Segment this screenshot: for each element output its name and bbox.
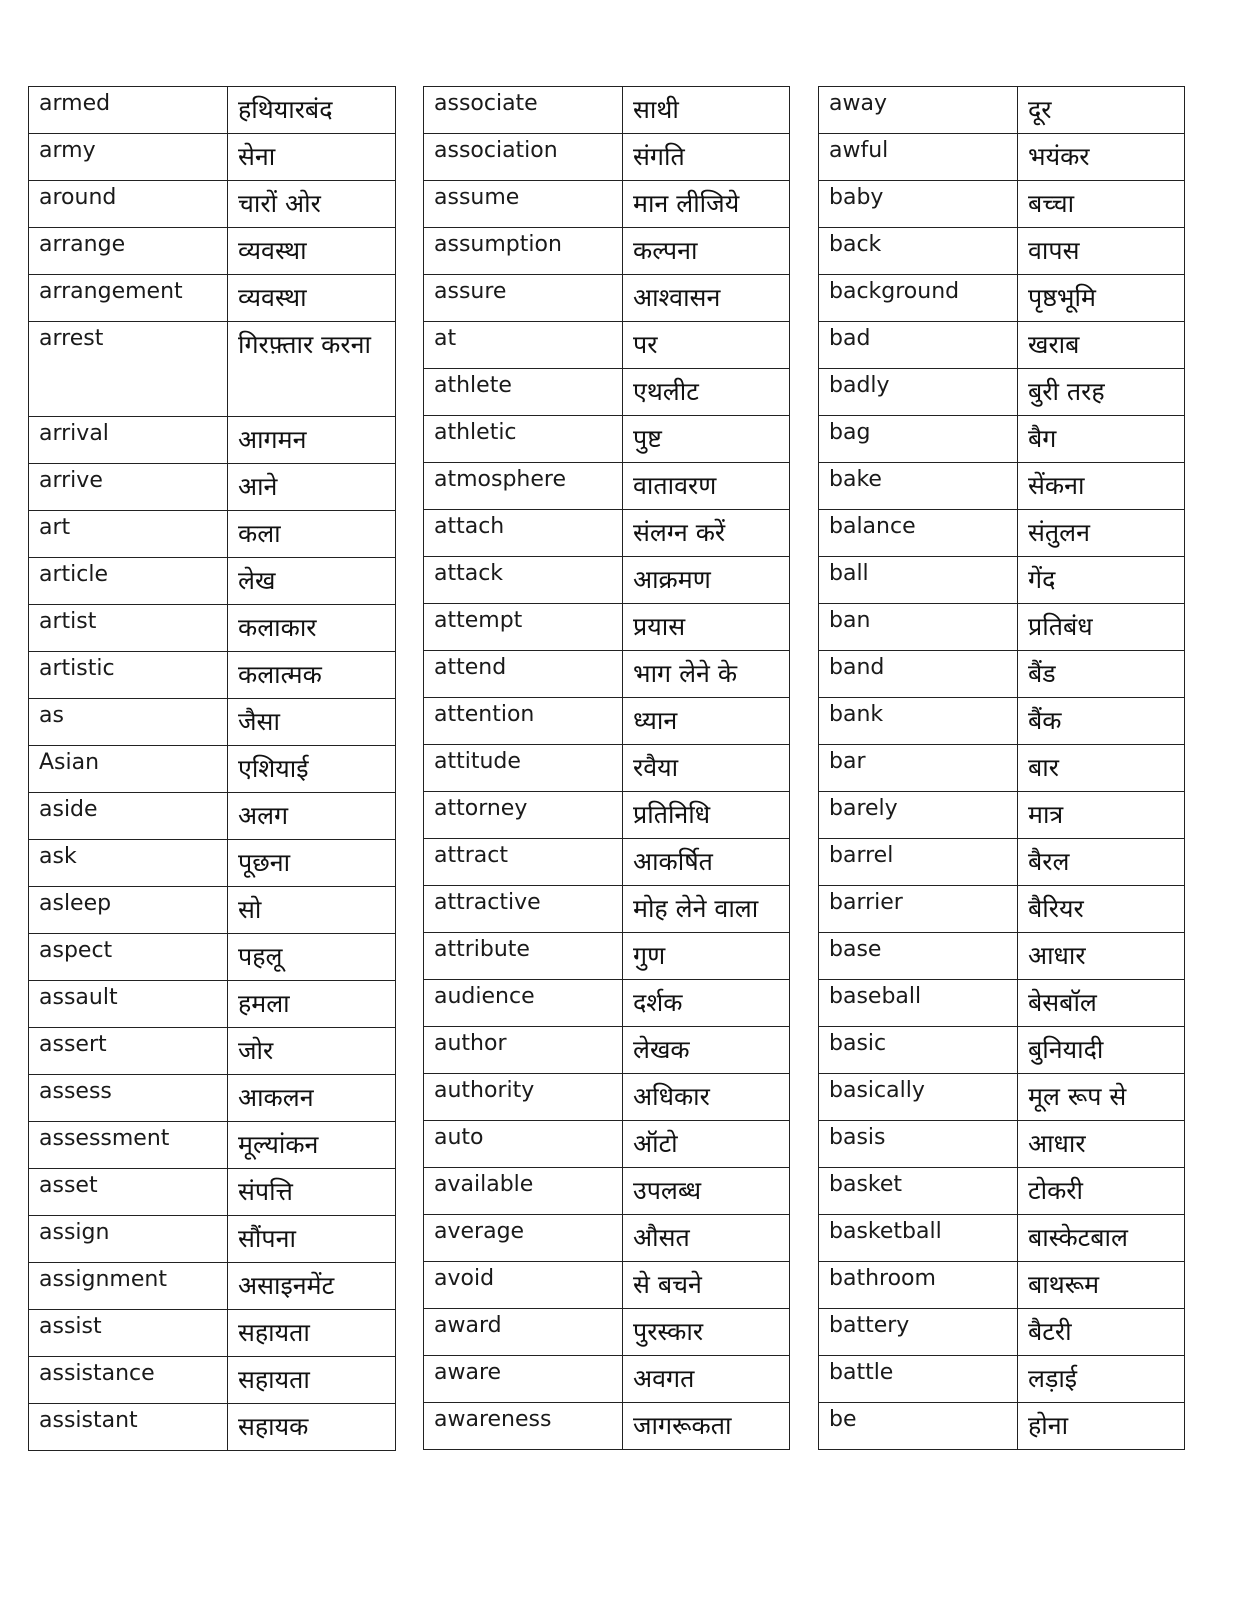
english-word: battery [819,1309,1018,1356]
table-row [819,369,1185,416]
english-word: back [819,228,1018,275]
english-word: assistance [29,1357,228,1404]
hindi-translation: प्रतिनिधि [623,792,790,839]
hindi-translation: लेखक [623,1027,790,1074]
hindi-translation: लड़ाई [1018,1356,1185,1403]
english-word: baseball [819,980,1018,1027]
english-word: auto [424,1121,623,1168]
hindi-translation: लेख [228,558,396,605]
table-row [819,87,1185,134]
hindi-translation: बाथरूम [1018,1262,1185,1309]
hindi-translation: संलग्न करें [623,510,790,557]
hindi-translation: उपलब्ध [623,1168,790,1215]
english-word: art [29,511,228,558]
english-word: attach [424,510,623,557]
table-row [424,369,790,416]
hindi-translation: मात्र [1018,792,1185,839]
hindi-translation: आगमन [228,417,396,464]
english-word: attend [424,651,623,698]
english-word: association [424,134,623,181]
hindi-translation: ऑटो [623,1121,790,1168]
hindi-translation: बैरल [1018,839,1185,886]
table-row [424,933,790,980]
table-row [819,181,1185,228]
table-row [29,840,396,887]
english-word: bake [819,463,1018,510]
english-word: assault [29,981,228,1028]
table-row [29,1075,396,1122]
table-row [819,886,1185,933]
table-row [819,933,1185,980]
english-word: attack [424,557,623,604]
hindi-translation: बैरियर [1018,886,1185,933]
hindi-translation: बार [1018,745,1185,792]
english-word: attorney [424,792,623,839]
table-row [424,1309,790,1356]
table-row [29,1310,396,1357]
english-word: athletic [424,416,623,463]
hindi-translation: आकलन [228,1075,396,1122]
table-row [819,651,1185,698]
table-row [819,839,1185,886]
english-word: ban [819,604,1018,651]
table-row [819,1168,1185,1215]
english-word: basic [819,1027,1018,1074]
table-row [819,1215,1185,1262]
english-word: award [424,1309,623,1356]
table-row [424,839,790,886]
hindi-translation: अधिकार [623,1074,790,1121]
hindi-translation: होना [1018,1403,1185,1450]
english-word: barely [819,792,1018,839]
english-word: author [424,1027,623,1074]
table-row [424,745,790,792]
hindi-translation: पुष्ट [623,416,790,463]
hindi-translation: आक्रमण [623,557,790,604]
hindi-translation: जोर [228,1028,396,1075]
english-word: base [819,933,1018,980]
hindi-translation: गिरफ़्तार करना [228,322,396,417]
hindi-translation: सहायक [228,1404,396,1451]
hindi-translation: भयंकर [1018,134,1185,181]
hindi-translation: जैसा [228,699,396,746]
table-row [29,464,396,511]
hindi-translation: संपत्ति [228,1169,396,1216]
english-word: band [819,651,1018,698]
table-row [29,181,396,228]
hindi-translation: आश्वासन [623,275,790,322]
hindi-translation: दूर [1018,87,1185,134]
english-word: basketball [819,1215,1018,1262]
hindi-translation: मान लीजिये [623,181,790,228]
table-row [29,887,396,934]
hindi-translation: गेंद [1018,557,1185,604]
table-row [424,1215,790,1262]
english-word: avoid [424,1262,623,1309]
vocab-table-body [424,87,790,1450]
table-row [819,792,1185,839]
table-row [424,557,790,604]
table-row [424,1356,790,1403]
hindi-translation: वापस [1018,228,1185,275]
hindi-translation: मोह लेने वाला [623,886,790,933]
hindi-translation: आकर्षित [623,839,790,886]
english-word: attitude [424,745,623,792]
table-row [29,228,396,275]
hindi-translation: बेसबॉल [1018,980,1185,1027]
english-word: arrive [29,464,228,511]
table-row [819,698,1185,745]
table-row [424,1027,790,1074]
english-word: bar [819,745,1018,792]
english-word: barrel [819,839,1018,886]
english-word: assumption [424,228,623,275]
table-row [29,134,396,181]
hindi-translation: रवैया [623,745,790,792]
english-word: bag [819,416,1018,463]
english-word: baby [819,181,1018,228]
english-word: atmosphere [424,463,623,510]
table-row [819,463,1185,510]
table-row [819,1121,1185,1168]
hindi-translation: संतुलन [1018,510,1185,557]
english-word: awful [819,134,1018,181]
table-row [29,1357,396,1404]
english-word: as [29,699,228,746]
hindi-translation: बैग [1018,416,1185,463]
hindi-translation: कला [228,511,396,558]
hindi-translation: बैंड [1018,651,1185,698]
hindi-translation: पहलू [228,934,396,981]
table-row [29,1122,396,1169]
english-word: armed [29,87,228,134]
table-row [424,886,790,933]
table-row [424,980,790,1027]
english-word: barrier [819,886,1018,933]
hindi-translation: बुनियादी [1018,1027,1185,1074]
table-row [29,981,396,1028]
table-row [29,322,396,417]
english-word: arrange [29,228,228,275]
table-row [819,322,1185,369]
hindi-translation: जागरूकता [623,1403,790,1450]
hindi-translation: बास्केटबाल [1018,1215,1185,1262]
vocab-table-body [819,87,1185,1450]
english-word: bathroom [819,1262,1018,1309]
table-row [29,511,396,558]
hindi-translation: सेंकना [1018,463,1185,510]
table-row [29,699,396,746]
hindi-translation: पृष्ठभूमि [1018,275,1185,322]
vocab-table-column-3 [818,86,1185,1450]
hindi-translation: से बचने [623,1262,790,1309]
table-row [819,275,1185,322]
table-row [424,651,790,698]
table-row [819,745,1185,792]
table-row [29,746,396,793]
table-row [424,275,790,322]
hindi-translation: आने [228,464,396,511]
english-word: aspect [29,934,228,981]
hindi-translation: सेना [228,134,396,181]
hindi-translation: खराब [1018,322,1185,369]
table-row [819,134,1185,181]
table-row [424,604,790,651]
english-word: arrival [29,417,228,464]
vocab-table-body [29,87,396,1451]
hindi-translation: बुरी तरह [1018,369,1185,416]
hindi-translation: असाइनमेंट [228,1263,396,1310]
table-row [29,934,396,981]
table-row [424,322,790,369]
table-row [424,1121,790,1168]
english-word: battle [819,1356,1018,1403]
table-row [819,980,1185,1027]
english-word: arrest [29,322,228,417]
table-row [424,181,790,228]
hindi-translation: बच्चा [1018,181,1185,228]
english-word: ask [29,840,228,887]
english-word: article [29,558,228,605]
english-word: at [424,322,623,369]
hindi-translation: मूल रूप से [1018,1074,1185,1121]
table-row [424,463,790,510]
hindi-translation: हमला [228,981,396,1028]
hindi-translation: बैटरी [1018,1309,1185,1356]
english-word: attention [424,698,623,745]
hindi-translation: भाग लेने के [623,651,790,698]
table-row [819,510,1185,557]
table-row [424,416,790,463]
english-word: average [424,1215,623,1262]
english-word: asset [29,1169,228,1216]
table-row [29,605,396,652]
table-row [819,1262,1185,1309]
table-row [29,1169,396,1216]
hindi-translation: अलग [228,793,396,840]
english-word: basically [819,1074,1018,1121]
hindi-translation: व्यवस्था [228,228,396,275]
hindi-translation: टोकरी [1018,1168,1185,1215]
hindi-translation: संगति [623,134,790,181]
table-row [29,1216,396,1263]
english-word: away [819,87,1018,134]
hindi-translation: चारों ओर [228,181,396,228]
english-word: bank [819,698,1018,745]
english-word: assignment [29,1263,228,1310]
english-word: attract [424,839,623,886]
english-word: Asian [29,746,228,793]
hindi-translation: गुण [623,933,790,980]
hindi-translation: मूल्यांकन [228,1122,396,1169]
table-row [29,87,396,134]
english-word: around [29,181,228,228]
hindi-translation: साथी [623,87,790,134]
english-word: artist [29,605,228,652]
english-word: attractive [424,886,623,933]
hindi-translation: पुरस्कार [623,1309,790,1356]
english-word: assert [29,1028,228,1075]
table-row [424,134,790,181]
english-word: attempt [424,604,623,651]
table-row [819,416,1185,463]
hindi-translation: औसत [623,1215,790,1262]
vocab-table-column-1 [28,86,396,1451]
hindi-translation: सहायता [228,1357,396,1404]
table-row [29,558,396,605]
hindi-translation: पर [623,322,790,369]
hindi-translation: सो [228,887,396,934]
english-word: balance [819,510,1018,557]
table-row [819,1403,1185,1450]
hindi-translation: ध्यान [623,698,790,745]
english-word: aside [29,793,228,840]
table-row [424,1262,790,1309]
hindi-translation: सहायता [228,1310,396,1357]
table-row [29,275,396,322]
table-row [29,1263,396,1310]
hindi-translation: व्यवस्था [228,275,396,322]
table-row [424,228,790,275]
hindi-translation: प्रतिबंध [1018,604,1185,651]
english-word: awareness [424,1403,623,1450]
english-word: arrangement [29,275,228,322]
table-row [424,1403,790,1450]
english-word: assistant [29,1404,228,1451]
table-row [819,1356,1185,1403]
table-row [29,793,396,840]
english-word: basis [819,1121,1018,1168]
hindi-translation: पूछना [228,840,396,887]
vocab-table-column-2 [423,86,790,1450]
english-word: assessment [29,1122,228,1169]
english-word: bad [819,322,1018,369]
hindi-translation: कल्पना [623,228,790,275]
table-row [819,1309,1185,1356]
hindi-translation: कलाकार [228,605,396,652]
table-row [819,1027,1185,1074]
english-word: artistic [29,652,228,699]
table-row [424,1168,790,1215]
english-word: available [424,1168,623,1215]
hindi-translation: एशियाई [228,746,396,793]
table-row [29,417,396,464]
table-row [424,87,790,134]
english-word: aware [424,1356,623,1403]
hindi-translation: सौंपना [228,1216,396,1263]
table-row [424,1074,790,1121]
table-row [29,1404,396,1451]
table-row [819,228,1185,275]
english-word: army [29,134,228,181]
table-row [424,510,790,557]
hindi-translation: बैंक [1018,698,1185,745]
english-word: assume [424,181,623,228]
table-row [819,557,1185,604]
hindi-translation: एथलीट [623,369,790,416]
english-word: assist [29,1310,228,1357]
hindi-translation: आधार [1018,1121,1185,1168]
english-word: ball [819,557,1018,604]
english-word: authority [424,1074,623,1121]
hindi-translation: अवगत [623,1356,790,1403]
hindi-translation: वातावरण [623,463,790,510]
hindi-translation: हथियारबंद [228,87,396,134]
hindi-translation: आधार [1018,933,1185,980]
english-word: basket [819,1168,1018,1215]
english-word: assure [424,275,623,322]
english-word: assign [29,1216,228,1263]
english-word: asleep [29,887,228,934]
english-word: associate [424,87,623,134]
english-word: athlete [424,369,623,416]
hindi-translation: दर्शक [623,980,790,1027]
english-word: assess [29,1075,228,1122]
english-word: audience [424,980,623,1027]
english-word: attribute [424,933,623,980]
table-row [29,652,396,699]
hindi-translation: कलात्मक [228,652,396,699]
table-row [424,792,790,839]
english-word: be [819,1403,1018,1450]
table-row [29,1028,396,1075]
english-word: background [819,275,1018,322]
table-row [819,604,1185,651]
table-row [424,698,790,745]
hindi-translation: प्रयास [623,604,790,651]
table-row [819,1074,1185,1121]
english-word: badly [819,369,1018,416]
